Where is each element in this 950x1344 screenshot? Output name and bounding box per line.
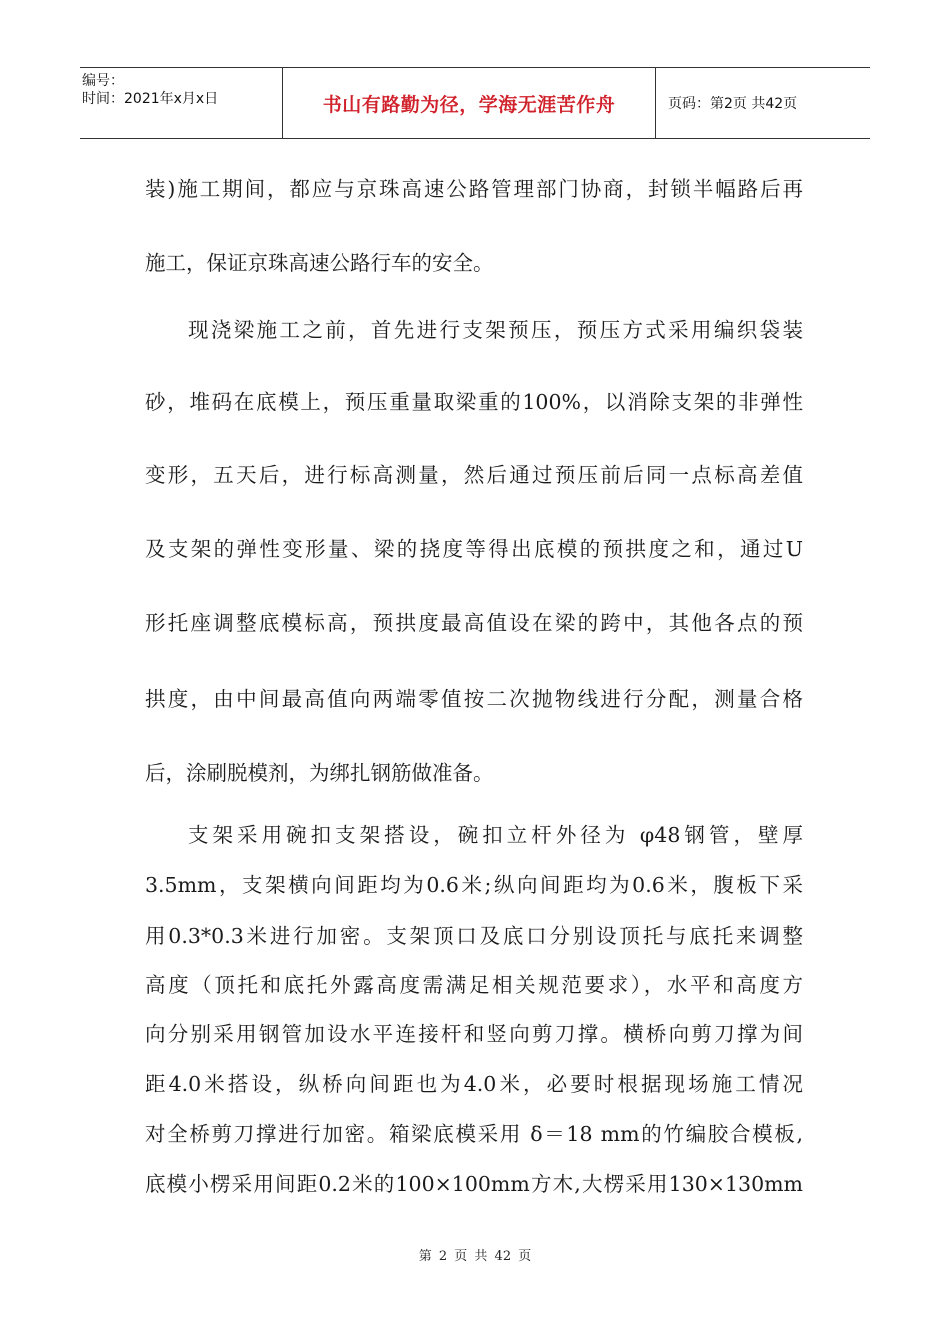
- body-line: 拱度，由中间最高值向两端零值按二次抛物线进行分配，测量合格: [145, 687, 803, 711]
- body-line: 后，涂刷脱模剂，为绑扎钢筋做准备。: [145, 761, 494, 785]
- body-line: 装)施工期间，都应与京珠高速公路管理部门协商，封锁半幅路后再: [145, 177, 803, 201]
- doc-date-label: 时间：2021年x月x日: [82, 91, 219, 107]
- page-footer: 第 2 页 共 42 页: [418, 1249, 532, 1264]
- header-meta-cell: [80, 68, 283, 138]
- body-line: 3.5mm，支架横向间距均为0.6米;纵向间距均为0.6米，腹板下采: [145, 873, 803, 897]
- document-header: [80, 67, 870, 139]
- body-line: 高度（顶托和底托外露高度需满足相关规范要求），水平和高度方: [145, 973, 803, 997]
- body-line: 施工，保证京珠高速公路行车的安全。: [145, 251, 494, 275]
- body-line: 用0.3*0.3米进行加密。支架顶口及底口分别设顶托与底托来调整: [145, 924, 803, 948]
- body-line: 及支架的弹性变形量、梁的挠度等得出底模的预拱度之和，通过U: [145, 537, 803, 561]
- body-line: 砂，堆码在底模上，预压重量取梁重的100%，以消除支架的非弹性: [145, 390, 803, 414]
- doc-number-label: 编号：: [82, 73, 124, 89]
- header-motto: 书山有路勤为径，学海无涯苦作舟: [283, 68, 656, 138]
- header-page-number: 页码：第2页 共42页: [668, 96, 798, 112]
- body-line: 形托座调整底模标高，预拱度最高值设在梁的跨中，其他各点的预: [145, 611, 803, 635]
- body-line: 底模小楞采用间距0.2米的100×100mm方木,大楞采用130×130mm: [145, 1172, 803, 1196]
- body-line: 现浇梁施工之前，首先进行支架预压，预压方式采用编织袋装: [188, 318, 803, 342]
- body-line: 向分别采用钢管加设水平连接杆和竖向剪刀撑。横桥向剪刀撑为间: [145, 1022, 803, 1046]
- body-line: 距4.0米搭设，纵桥向间距也为4.0米，必要时根据现场施工情况: [145, 1072, 803, 1096]
- body-line: 对全桥剪刀撑进行加密。箱梁底模采用 δ＝18 mm的竹编胶合模板,: [145, 1122, 803, 1146]
- body-line: 支架采用碗扣支架搭设，碗扣立杆外径为 φ48钢管，壁厚: [188, 823, 803, 847]
- body-line: 变形，五天后，进行标高测量，然后通过预压前后同一点标高差值: [145, 463, 803, 487]
